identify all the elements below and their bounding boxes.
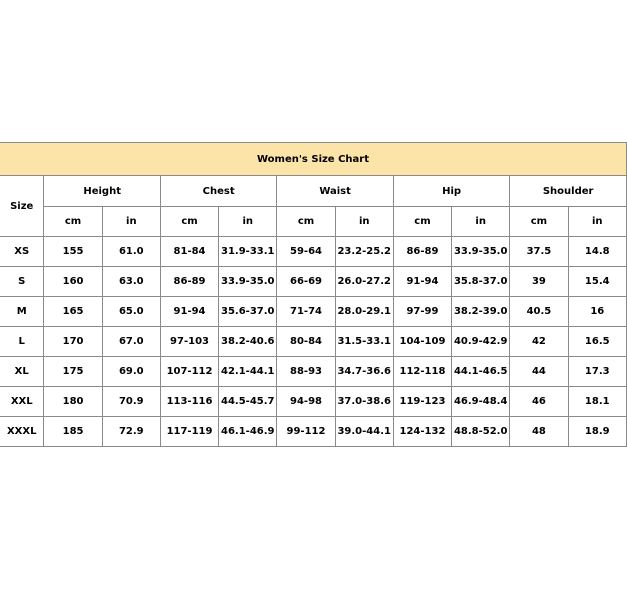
measurement-cell-chest-in: 31.9-33.1 [219, 237, 277, 267]
measurement-cell-hip-in: 35.8-37.0 [452, 267, 510, 297]
measurement-cell-waist-cm: 66-69 [277, 267, 335, 297]
size-label: XXL [0, 387, 44, 417]
measurement-cell-hip-cm: 91-94 [393, 267, 451, 297]
measurement-cell-chest-in: 35.6-37.0 [219, 297, 277, 327]
table-row [0, 267, 627, 297]
unit-header: in [568, 207, 626, 237]
measurement-cell-hip-in: 40.9-42.9 [452, 327, 510, 357]
measurement-cell-waist-in: 39.0-44.1 [335, 417, 393, 447]
size-rows [0, 237, 627, 447]
size-label: L [0, 327, 44, 357]
measurement-cell-hip-cm: 119-123 [393, 387, 451, 417]
measurement-cell-hip-in: 48.8-52.0 [452, 417, 510, 447]
group-header-chest: Chest [160, 176, 276, 207]
unit-header: cm [44, 207, 102, 237]
measurement-cell-hip-in: 33.9-35.0 [452, 237, 510, 267]
measurement-cell-height-in: 61.0 [102, 237, 160, 267]
measurement-cell-waist-in: 31.5-33.1 [335, 327, 393, 357]
measurement-cell-waist-cm: 59-64 [277, 237, 335, 267]
group-header-shoulder: Shoulder [510, 176, 627, 207]
measurement-cell-hip-cm: 104-109 [393, 327, 451, 357]
measurement-cell-waist-cm: 88-93 [277, 357, 335, 387]
measurement-cell-shoulder-cm: 37.5 [510, 237, 568, 267]
measurement-cell-height-in: 65.0 [102, 297, 160, 327]
measurement-cell-waist-in: 34.7-36.6 [335, 357, 393, 387]
measurement-cell-shoulder-in: 16 [568, 297, 626, 327]
measurement-cell-chest-in: 33.9-35.0 [219, 267, 277, 297]
measurement-cell-chest-cm: 81-84 [160, 237, 218, 267]
measurement-cell-chest-cm: 97-103 [160, 327, 218, 357]
measurement-cell-shoulder-in: 17.3 [568, 357, 626, 387]
measurement-cell-height-cm: 160 [44, 267, 102, 297]
measurement-cell-height-in: 72.9 [102, 417, 160, 447]
size-chart-table [0, 142, 627, 447]
measurement-cell-height-cm: 155 [44, 237, 102, 267]
measurement-cell-height-in: 69.0 [102, 357, 160, 387]
measurement-cell-waist-in: 28.0-29.1 [335, 297, 393, 327]
measurement-cell-chest-cm: 91-94 [160, 297, 218, 327]
measurement-cell-shoulder-in: 18.9 [568, 417, 626, 447]
measurement-cell-waist-in: 37.0-38.6 [335, 387, 393, 417]
size-label: XS [0, 237, 44, 267]
group-header-waist: Waist [277, 176, 393, 207]
measurement-cell-height-in: 63.0 [102, 267, 160, 297]
measurement-cell-hip-cm: 112-118 [393, 357, 451, 387]
measurement-cell-height-in: 67.0 [102, 327, 160, 357]
measurement-cell-shoulder-in: 14.8 [568, 237, 626, 267]
measurement-cell-height-cm: 180 [44, 387, 102, 417]
unit-header: in [219, 207, 277, 237]
unit-header: in [452, 207, 510, 237]
size-label: XXXL [0, 417, 44, 447]
measurement-cell-waist-in: 26.0-27.2 [335, 267, 393, 297]
table-row [0, 357, 627, 387]
measurement-cell-hip-cm: 124-132 [393, 417, 451, 447]
unit-header: in [102, 207, 160, 237]
size-chart-container [0, 142, 610, 447]
measurement-cell-chest-in: 44.5-45.7 [219, 387, 277, 417]
measurement-cell-shoulder-cm: 39 [510, 267, 568, 297]
table-row [0, 387, 627, 417]
measurement-cell-shoulder-in: 18.1 [568, 387, 626, 417]
measurement-cell-hip-in: 38.2-39.0 [452, 297, 510, 327]
unit-header: cm [160, 207, 218, 237]
measurement-cell-chest-cm: 117-119 [160, 417, 218, 447]
measurement-cell-waist-cm: 94-98 [277, 387, 335, 417]
measurement-cell-height-cm: 185 [44, 417, 102, 447]
measurement-cell-shoulder-cm: 48 [510, 417, 568, 447]
measurement-cell-waist-cm: 99-112 [277, 417, 335, 447]
unit-header: in [335, 207, 393, 237]
measurement-cell-height-cm: 170 [44, 327, 102, 357]
measurement-cell-shoulder-in: 15.4 [568, 267, 626, 297]
measurement-cell-height-cm: 175 [44, 357, 102, 387]
chart-title: Women's Size Chart [0, 143, 627, 176]
measurement-cell-chest-cm: 107-112 [160, 357, 218, 387]
measurement-cell-hip-in: 44.1-46.5 [452, 357, 510, 387]
unit-header: cm [510, 207, 568, 237]
size-label: S [0, 267, 44, 297]
measurement-cell-waist-cm: 80-84 [277, 327, 335, 357]
measurement-cell-hip-cm: 86-89 [393, 237, 451, 267]
measurement-cell-waist-in: 23.2-25.2 [335, 237, 393, 267]
unit-header: cm [277, 207, 335, 237]
table-row [0, 237, 627, 267]
measurement-cell-chest-in: 38.2-40.6 [219, 327, 277, 357]
measurement-cell-shoulder-cm: 44 [510, 357, 568, 387]
group-header-hip: Hip [393, 176, 509, 207]
measurement-cell-shoulder-in: 16.5 [568, 327, 626, 357]
measurement-cell-hip-in: 46.9-48.4 [452, 387, 510, 417]
measurement-cell-chest-in: 46.1-46.9 [219, 417, 277, 447]
measurement-cell-chest-in: 42.1-44.1 [219, 357, 277, 387]
size-header: Size [0, 176, 44, 237]
size-label: M [0, 297, 44, 327]
measurement-cell-shoulder-cm: 42 [510, 327, 568, 357]
measurement-cell-shoulder-cm: 46 [510, 387, 568, 417]
measurement-cell-hip-cm: 97-99 [393, 297, 451, 327]
measurement-cell-height-cm: 165 [44, 297, 102, 327]
measurement-cell-shoulder-cm: 40.5 [510, 297, 568, 327]
table-row [0, 417, 627, 447]
measurement-cell-height-in: 70.9 [102, 387, 160, 417]
measurement-cell-waist-cm: 71-74 [277, 297, 335, 327]
table-row [0, 297, 627, 327]
group-header-height: Height [44, 176, 160, 207]
unit-header: cm [393, 207, 451, 237]
size-label: XL [0, 357, 44, 387]
table-row [0, 327, 627, 357]
measurement-cell-chest-cm: 113-116 [160, 387, 218, 417]
measurement-cell-chest-cm: 86-89 [160, 267, 218, 297]
